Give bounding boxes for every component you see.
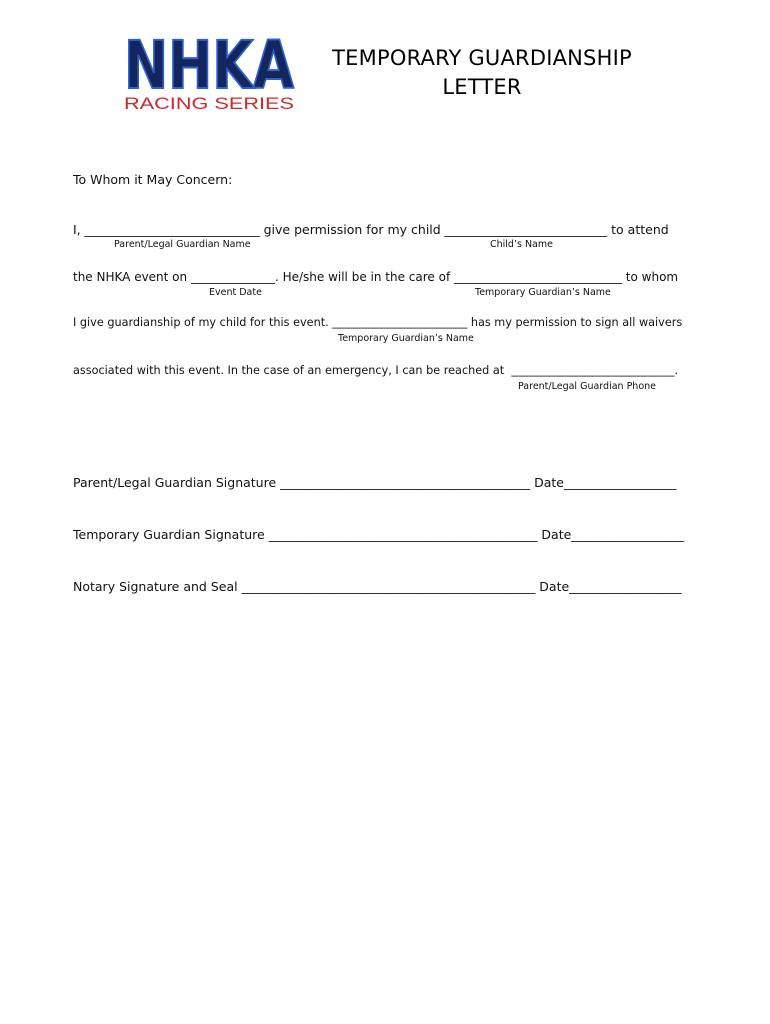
paragraph-line-4: associated with this event. In the case of an emergency, I can be reached at _____________________________. bbox=[73, 364, 679, 377]
caption-event-date: Event Date bbox=[209, 287, 262, 298]
parent-signature-line: Parent/Legal Guardian Signature ________________________________________ Date__________________ bbox=[73, 475, 677, 490]
page-title bbox=[300, 44, 664, 102]
temporary-guardian-signature-line: Temporary Guardian Signature ___________________________________________ Date__________________ bbox=[73, 527, 684, 542]
caption-temp-guardian-name-2: Temporary Guardian’s Name bbox=[338, 333, 474, 344]
caption-child-name: Child’s Name bbox=[490, 239, 553, 250]
caption-temp-guardian-name: Temporary Guardian’s Name bbox=[475, 287, 611, 298]
caption-parent-name: Parent/Legal Guardian Name bbox=[114, 239, 251, 250]
paragraph-line-2: the NHKA event on ______________. He/she will be in the care of ____________________________ to whom bbox=[73, 270, 679, 284]
notary-signature-line: Notary Signature and Seal _______________________________________________ Date__________________ bbox=[73, 579, 682, 594]
paragraph-line-1: I, ____________________________ give permission for my child __________________________ to attend bbox=[73, 222, 669, 237]
salutation: To Whom it May Concern: bbox=[73, 172, 233, 187]
nhka-logo bbox=[122, 32, 296, 112]
title-line-2: LETTER bbox=[442, 75, 522, 99]
caption-guardian-phone: Parent/Legal Guardian Phone bbox=[518, 381, 656, 392]
title-line-1: TEMPORARY GUARDIANSHIP bbox=[332, 46, 632, 70]
logo-wordmark: NHKA bbox=[124, 32, 294, 104]
paragraph-line-3: I give guardianship of my child for this event. ________________________ has my permission to sign all waivers bbox=[73, 316, 683, 329]
logo-subtitle: RACING SERIES bbox=[124, 94, 294, 112]
